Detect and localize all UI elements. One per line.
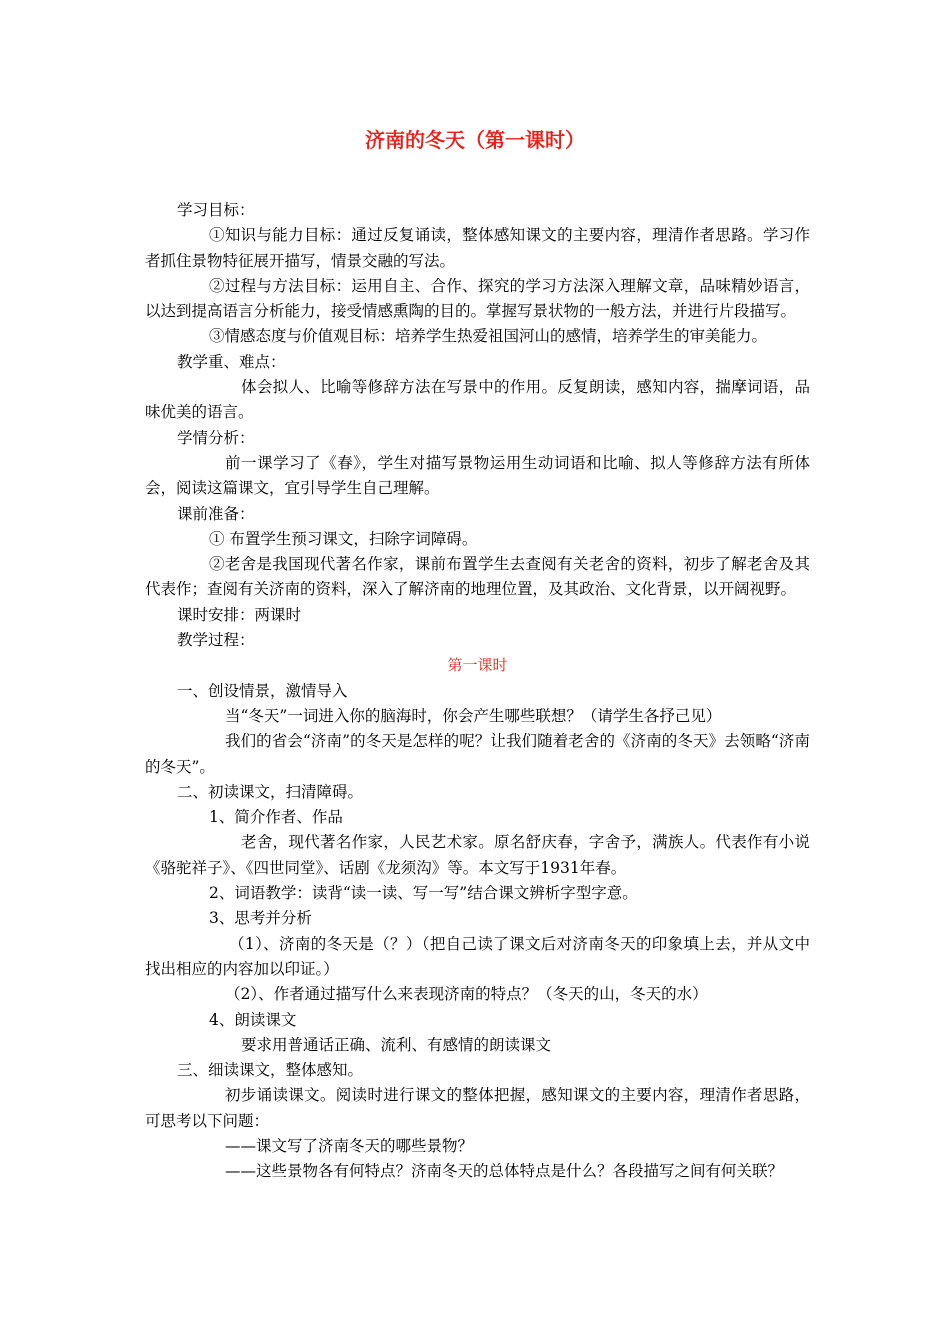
heading-preparation: 课前准备：: [177, 504, 255, 523]
key-points-text: 体会拟人、比喻等修辞方法在写景中的作用。反复朗读，感知内容，揣摩词语，品味优美的语言。: [145, 378, 810, 422]
goal-process: ②过程与方法目标：运用自主、合作、探究的学习方法深入理解文章，品味精妙语言，以达到提高语言分析能力，接受情感熏陶的目的。掌握写景状物的一般方法，并进行片段描写。: [145, 276, 810, 321]
read-aloud-requirement: 要求用普通话正确、流利、有感情的朗读课文: [241, 1035, 552, 1054]
author-intro-text: 老舍，现代著名作家，人民艺术家。原名舒庆春，字舍予，满族人。代表作有小说《骆驼祥子》、《四世同堂》、话剧《龙须沟》等。本文写于1931年春。: [145, 833, 810, 877]
heading-teaching-process: 教学过程：: [177, 631, 255, 650]
goal-knowledge: ①知识与能力目标：通过反复诵读，整体感知课文的主要内容，理清作者思路。学习作者抓住景物特征展开描写，情景交融的写法。: [145, 226, 810, 270]
section-three-text: 初步诵读课文。阅读时进行课文的整体把握，感知课文的主要内容，理清作者思路，可思考以下问题：: [145, 1086, 810, 1130]
lesson-subtitle: 第一课时: [447, 656, 508, 675]
section-three-heading: 三、细读课文，整体感知。: [177, 1061, 364, 1080]
question-2: （2）、作者通过描写什么来表现济南的特点？（冬天的山，冬天的水）: [225, 985, 708, 1004]
document-body: [145, 198, 810, 1185]
step-think-analyze: 3、思考并分析: [209, 909, 312, 928]
student-analysis-text: 前一课学习了《春》，学生对描写景物运用生动词语和比喻、拟人等修辞方法有所体会，阅读这篇课文，宜引导学生自己理解。: [145, 453, 810, 498]
section-one-question: 当“冬天”一词进入你的脑海时，你会产生哪些联想？（请学生各抒己见）: [225, 706, 722, 725]
heading-key-points: 教学重、难点：: [177, 352, 286, 371]
section-one-heading: 一、创设情景，激情导入: [177, 681, 348, 700]
goal-emotion: ③情感态度与价值观目标：培养学生热爱祖国河山的感情，培养学生的审美能力。: [209, 327, 768, 346]
section-two-heading: 二、初读课文，扫清障碍。: [177, 782, 364, 801]
schedule-text: 课时安排：两课时: [177, 605, 302, 624]
step-author-intro: 1、简介作者、作品: [209, 808, 343, 827]
heading-learning-goals: 学习目标：: [177, 201, 255, 219]
guiding-question-2: ——这些景物各有何特点？济南冬天的总体特点是什么？各段描写之间有何关联？: [225, 1162, 784, 1181]
guiding-question-1: ——课文写了济南冬天的哪些景物？: [225, 1136, 474, 1155]
section-one-intro: 我们的省会“济南”的冬天是怎样的呢？让我们随着老舍的《济南的冬天》去领略“济南的冬天”。: [145, 732, 810, 776]
question-1: （1）、济南的冬天是（？）（把自己读了课文后对济南冬天的印象填上去，并从文中找出相应的内容加以印证。）: [145, 934, 810, 978]
step-vocabulary: 2、词语教学：读背“读一读、写一写”结合课文辨析字型字意。: [209, 884, 638, 903]
preparation-item-2: ②老舍是我国现代著名作家，课前布置学生去查阅有关老舍的资料，初步了解老舍及其代表作；查阅有关济南的资料，深入了解济南的地理位置，及其政治、文化背景，以开阔视野。: [145, 555, 810, 599]
preparation-item-1: ① 布置学生预习课文，扫除字词障碍。: [209, 529, 478, 548]
step-read-aloud: 4、朗读课文: [209, 1010, 297, 1029]
document-title: 济南的冬天（第一课时）: [365, 128, 585, 152]
heading-student-analysis: 学情分析：: [177, 428, 255, 447]
